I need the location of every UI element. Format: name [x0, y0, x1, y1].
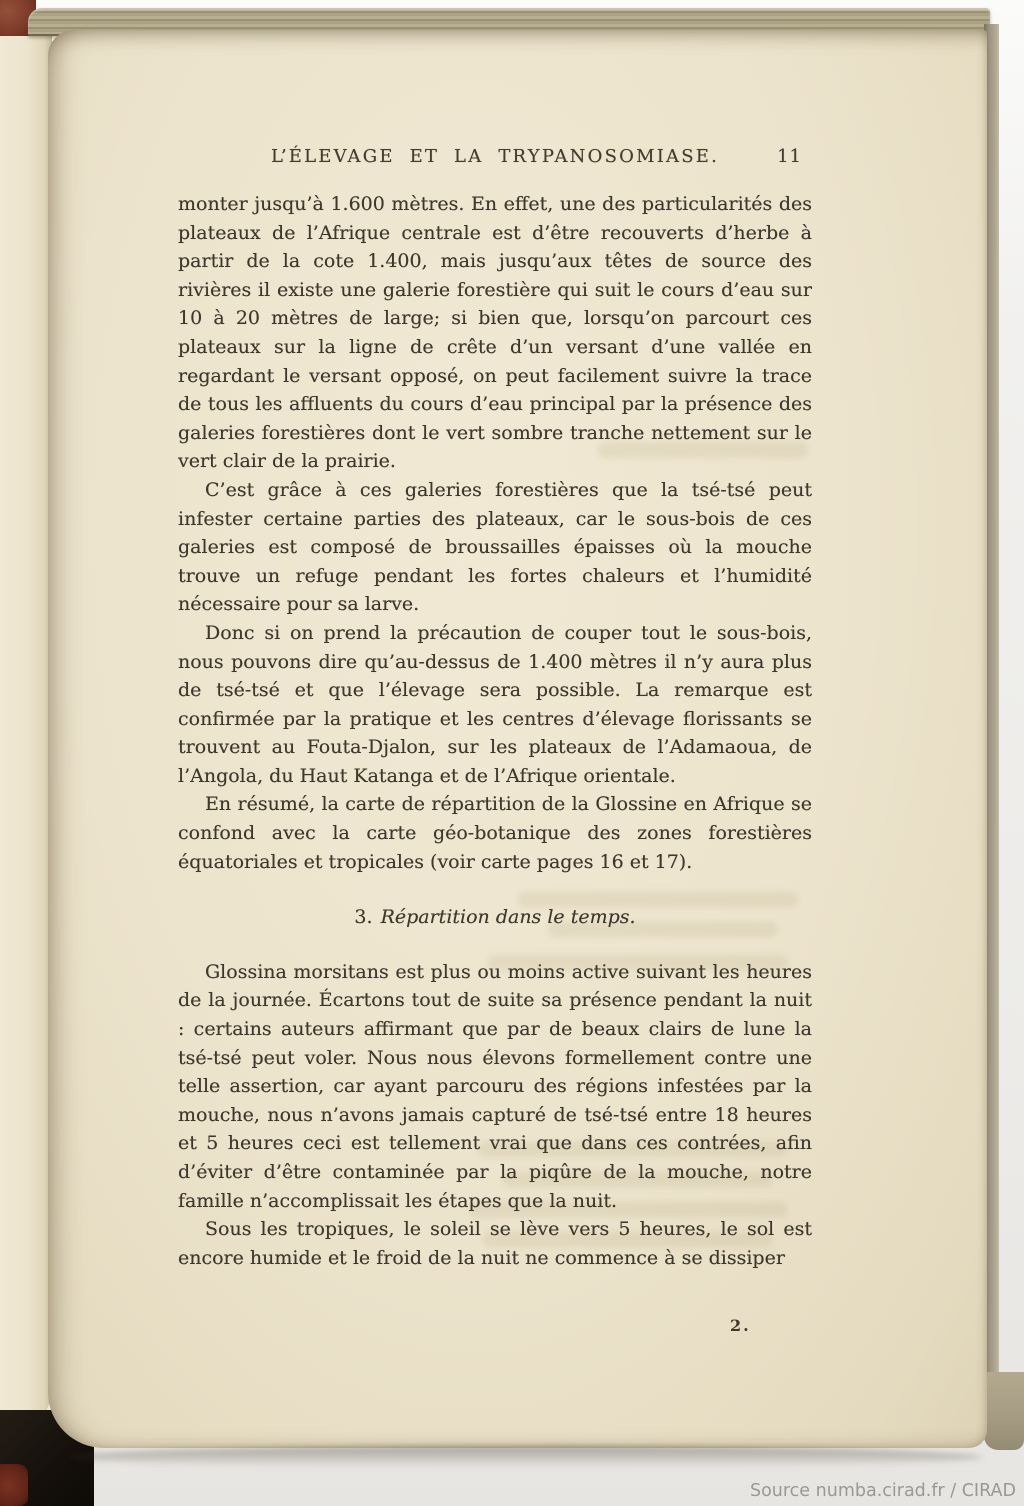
page-bottom-shadow: [70, 1446, 982, 1468]
source-watermark: Source numba.cirad.fr / CIRAD: [749, 1481, 1016, 1501]
running-head: [178, 146, 812, 172]
book-cover-leather-patch: [0, 1464, 28, 1506]
paragraph: Sous les tropiques, le soleil se lève vers 5 heures, le sol est encore humide et le froid de la nuit ne commence à se dissiper: [178, 1218, 812, 1269]
page-number: 11: [777, 146, 802, 167]
paragraph: En résumé, la carte de répartition de la Glossine en Afrique se confond avec la carte géo-botanique des zones forestières équatoriales et tropicales (voir carte pages 16 et 17).: [178, 793, 812, 873]
paragraph: Glossina morsitans est plus ou moins active suivant les heures de la journée. Écartons tout de suite sa présence pendant la nuit : certains auteurs affirmant que par de beaux clairs de lune la tsé-tsé peut voler. Nous nous élevons formellement contre une telle assertion, car ayant parcouru des régions infestées par la mouche, nous n’avons jamais capturé de tsé-tsé entre 18 heures et 5 heures ceci est tellement vrai que dans ces contrées, afin d’éviter d’être contaminée par la piqûre de la mouche, notre famille n’accomplissait les étapes que la nuit.: [178, 960, 812, 1212]
paragraph: monter jusqu’à 1.600 mètres. En effet, une des particularités des plateaux de l’Afrique centrale est d’être recouverts d’herbe à partir de la cote 1.400, mais jusqu’aux têtes de source des rivières il existe une galerie forestière qui suit le cours d’eau sur 10 à 20 mètres de large; si bien que, lorsqu’on parcourt ces plateaux sur la ligne de crête d’un versant d’une vallée en regardant le versant opposé, on peut facilement suivre la trace de tous les affluents du cours d’eau principal par la présence des galeries forestières dont le vert sombre tranche nettement sur le vert clair de la prairie.: [178, 193, 812, 473]
paragraph: Donc si on prend la précaution de couper tout le sous-bois, nous pouvons dire qu’au-dessus de 1.400 mètres il n’y aura plus de tsé-tsé et que l’élevage sera possible. La remarque est confirmée par la pratique et les centres d’élevage florissants se trouvent au Fouta-Djalon, sur les plateaux de l’Adamaoua, de l’Angola, du Haut Katanga et de l’Afrique orientale.: [178, 621, 812, 787]
body-text: [178, 190, 812, 1272]
section-heading: [178, 903, 812, 932]
section-heading-number: 3.: [354, 906, 373, 929]
book-fore-edge-corner: [984, 1372, 1024, 1450]
paragraph: C’est grâce à ces galeries forestières que la tsé-tsé peut infester certaine parties des plateaux, car le sous-bois de ces galeries est composé de broussailles épaisses où la mouche trouve un refuge pendant les fortes chaleurs et l’humidité nécessaire pour sa larve.: [178, 478, 812, 616]
facing-page-edge: [0, 36, 52, 1434]
signature-mark: 2.: [730, 1316, 751, 1335]
book-page: [48, 30, 987, 1448]
section-heading-title: Répartition dans le temps.: [380, 906, 636, 929]
running-title: L’ÉLEVAGE ET LA TRYPANOSOMIASE.: [270, 146, 720, 167]
